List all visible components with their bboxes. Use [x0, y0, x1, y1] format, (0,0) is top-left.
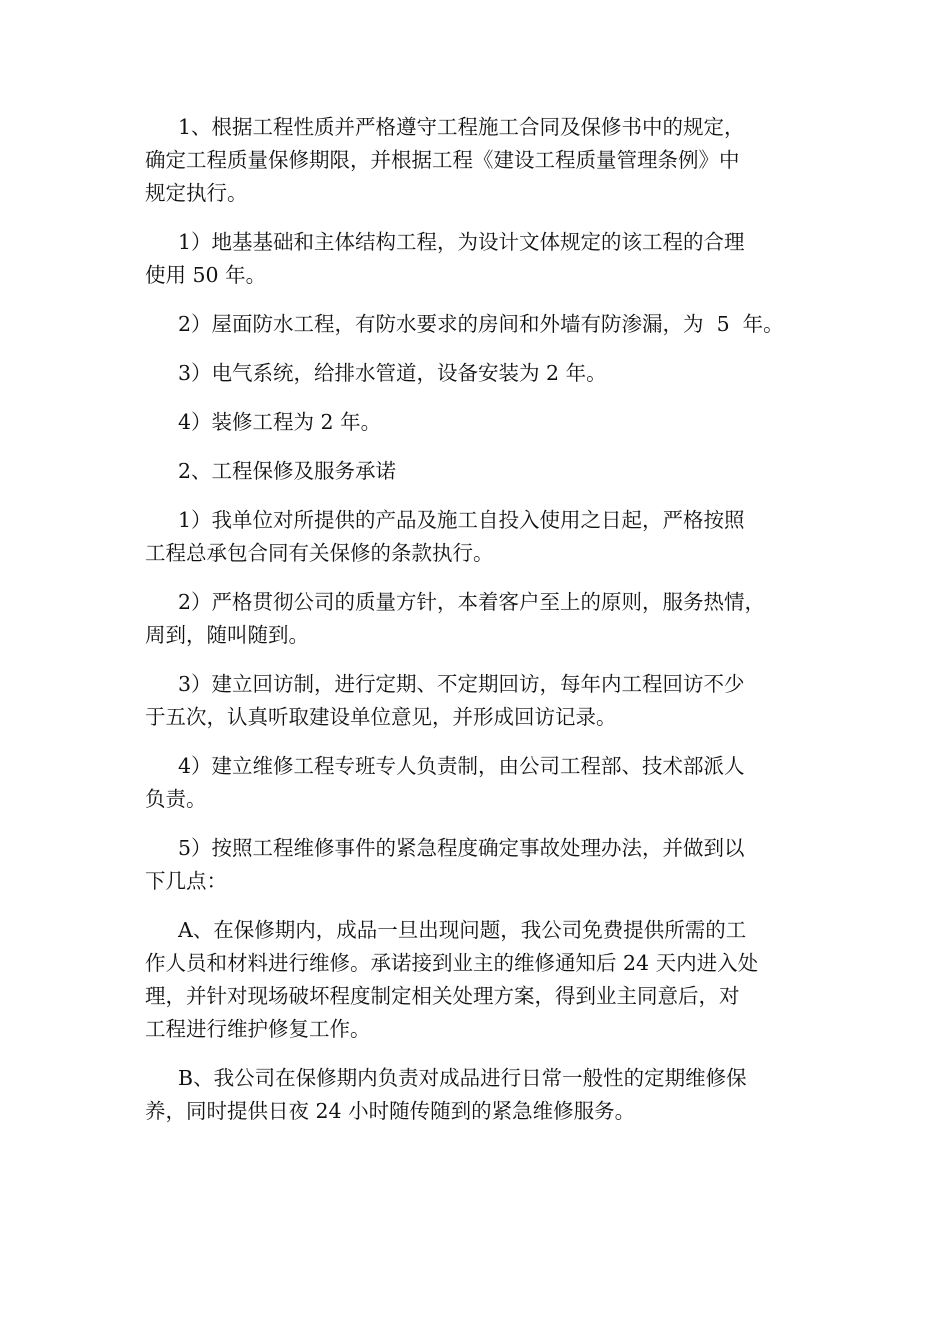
paragraph-12 [145, 914, 830, 1046]
paragraph-7 [145, 504, 830, 570]
paragraph-line: 2）屋面防水工程，有防水要求的房间和外墙有防渗漏，为 5 年。 [178, 312, 784, 336]
paragraph-10 [145, 750, 830, 816]
paragraph-13 [145, 1062, 830, 1128]
paragraph-line: 1、根据工程性质并严格遵守工程施工合同及保修书中的规定， [178, 115, 745, 139]
paragraph-line: 于五次，认真听取建设单位意见，并形成回访记录。 [145, 705, 617, 729]
paragraph-line: 2、工程保修及服务承诺 [178, 459, 397, 483]
paragraph-line: 3）建立回访制，进行定期、不定期回访，每年内工程回访不少 [178, 672, 745, 696]
paragraph-11 [145, 832, 830, 898]
paragraph-line: 确定工程质量保修期限，并根据工程《建设工程质量管理条例》中 [145, 148, 740, 172]
paragraph-line: 养，同时提供日夜 24 小时随传随到的紧急维修服务。 [145, 1099, 636, 1123]
paragraph-line: 3）电气系统，给排水管道，设备安装为 2 年。 [178, 361, 607, 385]
paragraph-5 [145, 406, 830, 439]
paragraph-line: 4）建立维修工程专班专人负责制，由公司工程部、技术部派人 [178, 754, 745, 778]
paragraph-line: 理，并针对现场破坏程度制定相关处理方案，得到业主同意后，对 [145, 984, 740, 1008]
paragraph-line: 工程总承包合同有关保修的条款执行。 [145, 541, 494, 565]
paragraph-line: 规定执行。 [145, 181, 248, 205]
paragraph-8 [145, 586, 830, 652]
paragraph-line: A、在保修期内，成品一旦出现问题，我公司免费提供所需的工 [178, 918, 747, 942]
paragraph-line: 4）装修工程为 2 年。 [178, 410, 382, 434]
paragraph-2 [145, 226, 830, 292]
paragraph-1 [145, 111, 830, 210]
section-heading [145, 455, 830, 488]
paragraph-line: 5）按照工程维修事件的紧急程度确定事故处理办法，并做到以 [178, 836, 745, 860]
paragraph-line: B、我公司在保修期内负责对成品进行日常一般性的定期维修保 [178, 1066, 747, 1090]
paragraph-line: 2）严格贯彻公司的质量方针，本着客户至上的原则，服务热情， [178, 590, 766, 614]
paragraph-line: 工程进行维护修复工作。 [145, 1017, 371, 1041]
paragraph-line: 1）我单位对所提供的产品及施工自投入使用之日起，严格按照 [178, 508, 745, 532]
document-body [145, 111, 830, 1144]
paragraph-line: 使用 50 年。 [145, 263, 267, 287]
paragraph-line: 周到，随叫随到。 [145, 623, 309, 647]
paragraph-9 [145, 668, 830, 734]
paragraph-line: 下几点： [145, 869, 227, 893]
paragraph-line: 1）地基基础和主体结构工程，为设计文体规定的该工程的合理 [178, 230, 745, 254]
paragraph-line: 负责。 [145, 787, 207, 811]
paragraph-4 [145, 357, 830, 390]
paragraph-3 [145, 308, 830, 341]
paragraph-line: 作人员和材料进行维修。承诺接到业主的维修通知后 24 天内进入处 [145, 951, 759, 975]
